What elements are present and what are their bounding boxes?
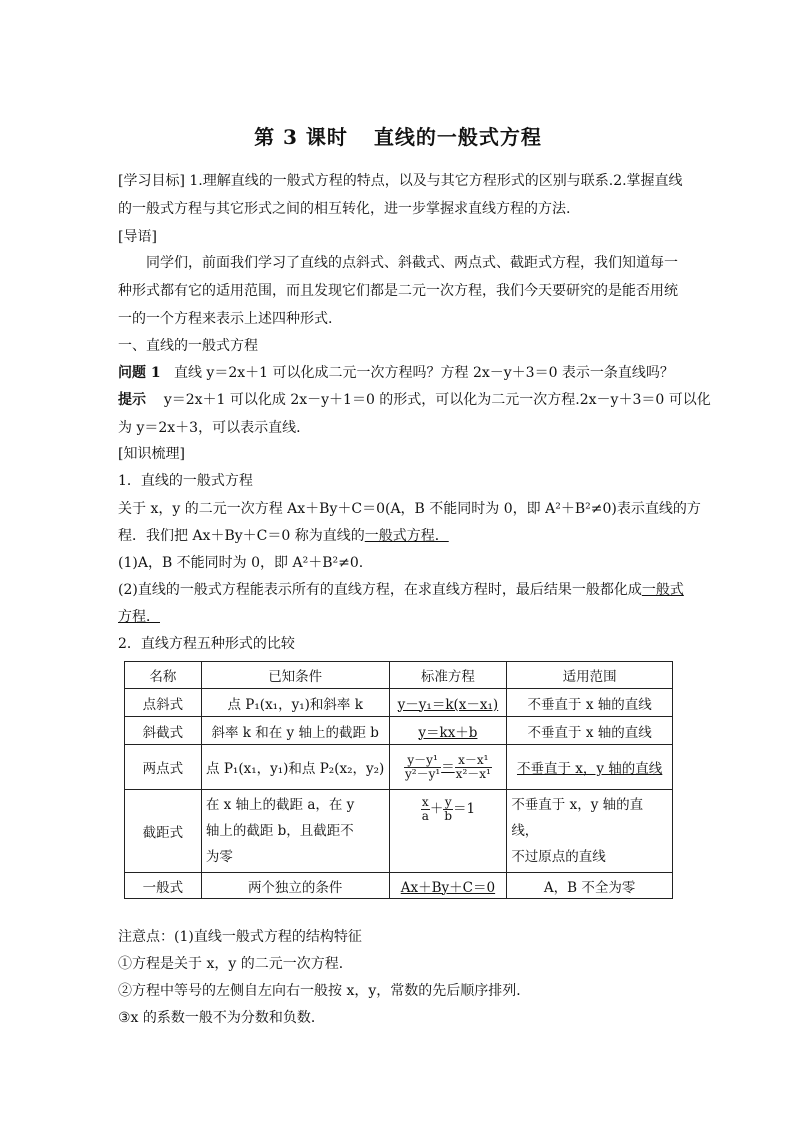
k1-point-1: (1)A，B 不能同时为 0，即 A²＋B²≠0. bbox=[118, 555, 364, 571]
knowledge-label: [知识梳理] bbox=[118, 446, 185, 462]
notes-line-4: ③x 的系数一般不为分数和负数． bbox=[118, 1010, 325, 1026]
intercept-formula: $\frac{x}{a}$ ＋ $\frac{y}{b}$ ＝1 bbox=[389, 790, 507, 873]
intro-line-2: 种形式都有它的适用范围，而且发现它们都是二元一次方程，我们今天要研究的是能否用统 bbox=[118, 283, 678, 299]
objectives-label: [学习目标] bbox=[118, 173, 185, 189]
k2-title: 2．直线方程五种形式的比较 bbox=[118, 636, 295, 652]
hint-label: 提示 bbox=[118, 392, 146, 408]
intro-label: [导语] bbox=[118, 229, 157, 245]
objectives-line-2: 的一般式方程与其它形式之间的相互转化，进一步掌握求直线方程的方法. bbox=[118, 201, 571, 217]
table-header-row bbox=[125, 662, 673, 689]
k1-point-2-cont: 方程． bbox=[118, 609, 160, 625]
table-header: 已知条件 bbox=[201, 662, 389, 689]
intro-line-3: 一的一个方程来表示上述四种形式. bbox=[118, 311, 333, 327]
title-topic: 直线的一般式方程 bbox=[373, 125, 542, 149]
question-1 bbox=[118, 364, 678, 382]
notes-line-2: ①方程是关于 x，y 的二元一次方程． bbox=[118, 956, 353, 972]
table-row: 两点式 点 P₁(x₁，y₁)和点 P₂(x₂，y₂) $\frac{\text{y－y¹}}{\text{y²－y¹}}$ ＝ $\frac{\text{x－x¹}}{\text{x²－x¹}}$ 不垂直于 x，y 轴的直线 bbox=[125, 745, 673, 790]
objectives-line-1: [学习目标] 1.理解直线的一般式方程的特点，以及与其它方程形式的区别与联系.2.掌握直线 bbox=[118, 173, 683, 189]
question-text: 直线 y＝2x＋1 可以化成二元一次方程吗？方程 2x－y＋3＝0 表示一条直线吗？ bbox=[173, 365, 674, 381]
table-row: 一般式 两个独立的条件 Ax＋By＋C＝0 A，B 不全为零 bbox=[125, 873, 673, 899]
k1-line-2: 程．我们把 Ax＋By＋C＝0 称为直线的一般式方程． bbox=[118, 528, 449, 544]
k1-line-1: 关于 x，y 的二元一次方程 Ax＋By＋C＝0(A，B 不能同时为 0，即 A²＋B²≠0)表示直线的方 bbox=[118, 501, 701, 517]
hint-line-2: 为 y＝2x＋3，可以表示直线. bbox=[118, 420, 301, 436]
key-term: 一般式方程． bbox=[364, 528, 449, 544]
question-label: 问题 1 bbox=[118, 365, 161, 381]
hint-line-1: 提示 y＝2x＋1 可以化成 2x－y＋1＝0 的形式，可以化为二元一次方程.2x－y＋3＝0 可以化 bbox=[118, 392, 711, 408]
intro-line-1: 同学们，前面我们学习了直线的点斜式、斜截式、两点式、截距式方程，我们知道每一 bbox=[146, 255, 678, 271]
table-row: 截距式 在 x 轴上的截距 a，在 y 轴上的截距 b，且截距不 为零 $\frac{x}{a}$ ＋ $\frac{y}{b}$ ＝1 不垂直于 x，y 轴的直线， 不过原点的直线 bbox=[125, 790, 673, 873]
k1-title: 1．直线的一般式方程 bbox=[118, 473, 253, 489]
notes-line-1: 注意点：(1)直线一般式方程的结构特征 bbox=[118, 929, 362, 945]
table-row: 斜截式 斜率 k 和在 y 轴上的截距 b y＝kx＋b 不垂直于 x 轴的直线 bbox=[125, 717, 673, 745]
table-header: 适用范围 bbox=[507, 662, 673, 689]
page-title bbox=[118, 121, 678, 150]
title-lesson: 第 3 课时 bbox=[254, 125, 348, 149]
k1-point-2: (2)直线的一般式方程能表示所有的直线方程，在求直线方程时，最后结果一般都化成一般式 bbox=[118, 582, 684, 598]
notes-line-3: ②方程中等号的左侧自左向右一般按 x，y，常数的先后顺序排列． bbox=[118, 983, 531, 999]
table-header: 标准方程 bbox=[389, 662, 507, 689]
table-row: 点斜式 点 P₁(x₁，y₁)和斜率 k y－y₁＝k(x－x₁) 不垂直于 x 轴的直线 bbox=[125, 689, 673, 717]
comparison-table bbox=[124, 661, 673, 899]
section-heading: 一、直线的一般式方程 bbox=[118, 338, 258, 354]
table-header: 名称 bbox=[125, 662, 202, 689]
two-point-formula: $\frac{\text{y－y¹}}{\text{y²－y¹}}$ ＝ $\frac{\text{x－x¹}}{\text{x²－x¹}}$ bbox=[389, 745, 507, 790]
